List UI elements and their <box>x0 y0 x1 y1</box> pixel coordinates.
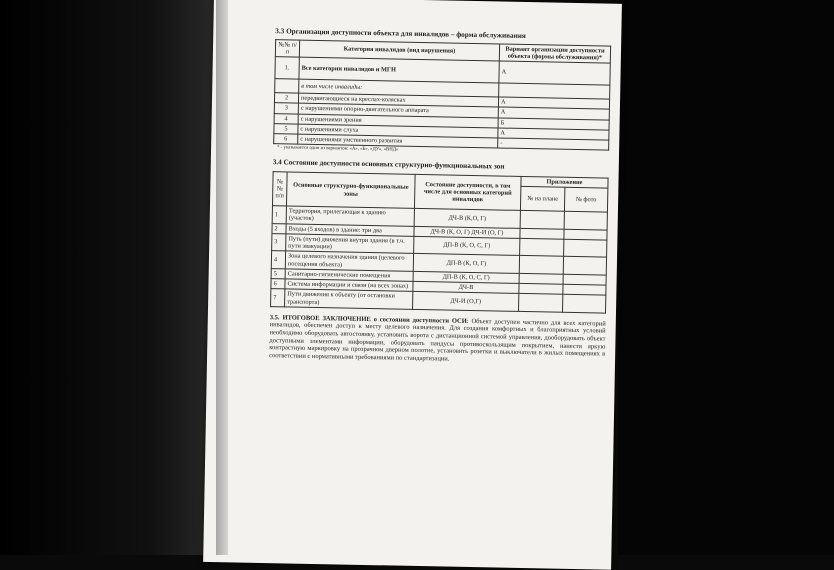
row-num: 4 <box>274 113 298 124</box>
row-value: - <box>498 138 609 150</box>
row-num: 6 <box>274 134 298 145</box>
table-header-row <box>273 172 608 189</box>
row-label: передвигающиеся на креслах-колясках <box>298 93 498 107</box>
row-value: А <box>499 61 610 85</box>
header-photo: № фото <box>564 187 607 212</box>
row-state: ДЧ-И (О,Г) <box>413 292 519 312</box>
row-num: 4 <box>271 251 285 269</box>
section-33-title: 3.3 Организация доступности объекта для инвалидов – форма обслуживания <box>275 27 526 40</box>
row-label: с нарушениями опорно-двигательного аппарата <box>298 103 498 117</box>
row-value: А <box>498 128 609 140</box>
row-zone: Пути движения к объекту (от остановки транспорта) <box>285 289 413 309</box>
row-state: ДП-В (К, О, С, Г) <box>413 271 519 283</box>
header-num: №№ п/п <box>275 39 299 57</box>
row-zone: Санитарно-гигиенические помещения <box>285 269 413 282</box>
service-form-table <box>273 39 611 151</box>
scan-right-background <box>618 0 834 555</box>
footnote: * - указывается один из вариантов: «А», «Б», «ДУ», «ВНД» <box>277 145 399 153</box>
scan-left-background <box>0 0 218 555</box>
zones-table <box>270 171 609 313</box>
header-variant: Вариант организации доступности объекта (формы обслуживания)* <box>499 44 610 64</box>
row-zone: Система информации и связи (на всех зонах) <box>285 279 413 292</box>
row-state: ДЧ-В <box>413 281 519 293</box>
row-num: 2 <box>272 223 286 234</box>
row-zone: Территория, прилегающая к зданию (участок) <box>286 206 414 226</box>
row-num: 3 <box>272 234 286 252</box>
row-value: А <box>498 107 609 119</box>
row-state: ДЧ-В (К,О, Г) <box>414 209 520 229</box>
row-label: с нарушениями умственного развития <box>298 134 498 148</box>
row-zone: Путь (пути) движения внутри здания (в т.ч. пути эвакуации) <box>286 234 414 254</box>
final-conclusion <box>269 314 606 366</box>
header-num: № № п/п <box>272 172 287 206</box>
row-zone: Входы (5 входов) в здание: три два <box>286 224 414 237</box>
row-state: ДЧ-В (К, О, Г) ДЧ-И (О, Г) <box>414 226 520 238</box>
header-category: Категория инвалидов (вид нарушения) <box>299 40 499 61</box>
document-page <box>203 0 622 570</box>
conclusion-lead: 3.5. ИТОГОВОЕ ЗАКЛЮЧЕНИЕ о состоянии доступности ОСИ <box>269 313 467 325</box>
header-appendix: Приложение <box>521 176 608 188</box>
row-label: с нарушениями зрения <box>298 114 498 128</box>
row-num: 2 <box>274 93 298 104</box>
row-num: 5 <box>271 268 285 279</box>
row-label: с нарушениями слуха <box>298 124 498 138</box>
section-34-title: 3.4 Состояние доступности основных структурно-функциональных зон <box>272 158 505 171</box>
row-num: 7 <box>271 289 285 307</box>
row-num: 1. <box>275 57 299 79</box>
row-including-label: в том числе инвалиды: <box>299 79 499 97</box>
row-num: 3 <box>274 103 298 114</box>
page-edge-shadow <box>216 0 228 555</box>
header-zones: Основные структурно-функциональные зоны <box>286 172 415 209</box>
row-value: А <box>498 97 609 109</box>
row-num: 5 <box>274 123 298 134</box>
header-state: Состояние доступности, в том числе для основных категорий инвалидов <box>414 174 521 210</box>
row-label: Все категории инвалидов и МГН <box>299 57 499 83</box>
page-content <box>269 27 611 373</box>
header-on-plan: № на плане <box>520 187 564 212</box>
row-state: ДП-В (К, О, С, Г) <box>414 236 520 256</box>
row-num: 6 <box>271 279 285 290</box>
row-state: ДП-В (К, О, Г) <box>413 254 519 274</box>
row-zone: Зона целевого назначения здания (целевого посещения объекта) <box>285 251 413 271</box>
conclusion-text: : Объект доступен частично для всех категорий инвалидов, обеспечен доступ к месту целевого назначения. Для создания комфортных и благоприятных условий необходимо оборудовать автостоянку, установить ворота с дистанционной системой управления, дооборудовать объект доступными элементами информации, оборудовать пандусы противоскользящим покрытием, нанести яркую контрастную маркировку на прозрачном дверном полотне, установить розетки и выключатели в жилых помещениях в соответствии с нормативными требованиями по стандартизации. <box>269 317 606 363</box>
row-value: Б <box>498 118 609 130</box>
row-num: 1 <box>272 206 286 224</box>
